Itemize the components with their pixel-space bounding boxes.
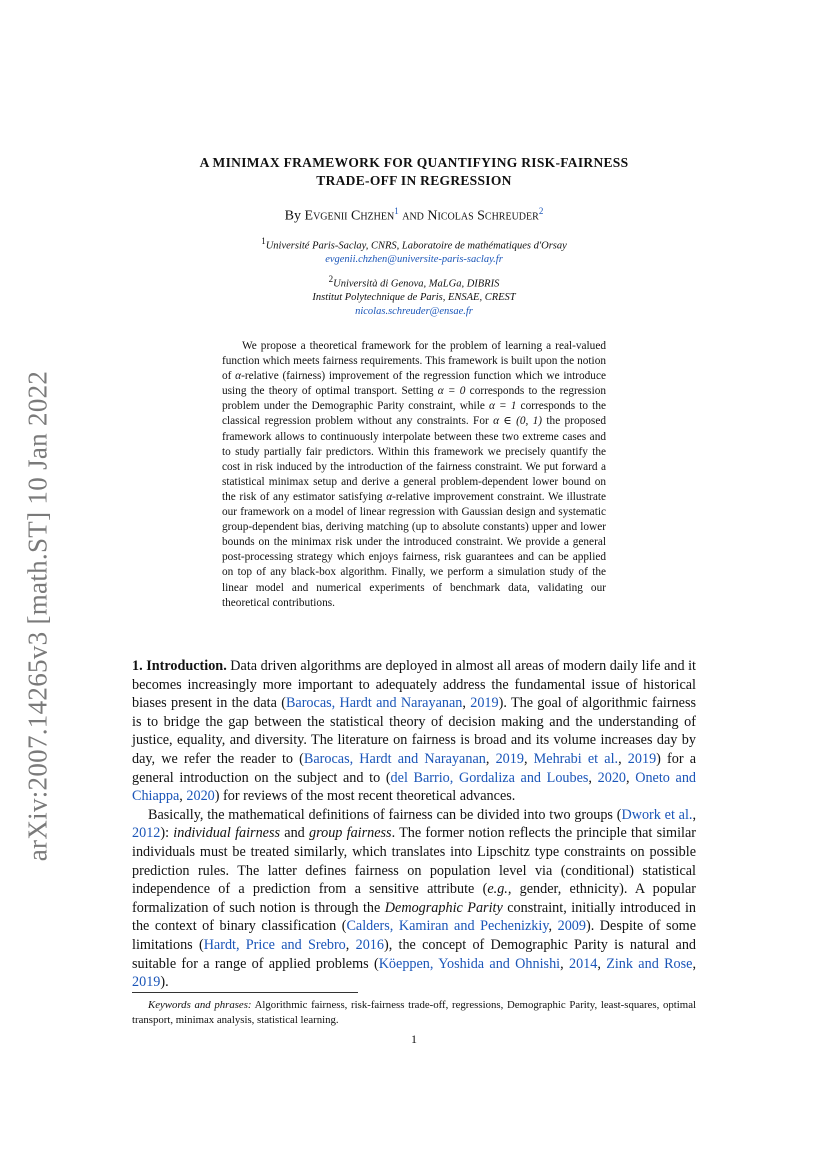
- by-word: By: [284, 208, 305, 224]
- author-1: Evgenii Chzhen: [304, 208, 395, 224]
- paper-title: [132, 154, 696, 190]
- affiliation-1-mark: 1: [261, 236, 266, 246]
- intro-text: Basically, the mathematical definitions of fairness can be divided into two groups (: [148, 806, 622, 823]
- citation-year-link[interactable]: 2019: [132, 974, 161, 991]
- citation-link[interactable]: Barocas, Hardt and Narayanan: [303, 750, 486, 767]
- affiliation-1-line: Université Paris-Saclay, CNRS, Laboratoire de mathématiques d'Orsay: [265, 240, 567, 252]
- citation-link[interactable]: Mehrabi et al.: [533, 750, 619, 767]
- abstract: [222, 339, 606, 611]
- citation-link[interactable]: Zink and Rose: [606, 955, 693, 972]
- affiliation-1-email[interactable]: evgenii.chzhen@universite-paris-saclay.fr: [325, 254, 503, 265]
- alpha-one: α = 1: [488, 400, 517, 413]
- keywords-text: Algorithmic fairness, risk-fairness trade-off, regressions, Demographic Parity, least-squares, optimal transport, minimax analysis, statistical learning.: [132, 999, 696, 1026]
- affiliation-1: [132, 235, 696, 267]
- citation-year-link[interactable]: 2012: [132, 825, 161, 842]
- author-line: [132, 206, 696, 225]
- term-individual-fairness: individual fairness: [173, 825, 281, 842]
- author-2-mark[interactable]: 2: [538, 206, 544, 216]
- and-word: and: [398, 208, 428, 224]
- intro-text: . The former notion reflects the principle that similar individuals must be treated similarly, which translates into Lipschitz type constraints on possible prediction rules. The latter defines fairness on population level via (conditional) statistical independence of a prediction from a sensitive attribute (: [132, 825, 696, 898]
- term-demographic-parity: Demographic Parity: [384, 899, 503, 916]
- arxiv-stamp-text: arXiv:2007.14265v3 [math.ST] 10 Jan 2022: [22, 370, 53, 862]
- citation-year-link[interactable]: 2009: [557, 918, 586, 935]
- intro-text: Data driven algorithms are deployed in almost all areas of modern daily life and it becomes increasingly more important to adequately address the fundamental issue of historical biases present in the data (: [132, 658, 696, 712]
- citation-year-link[interactable]: 2020: [186, 788, 215, 805]
- alpha-zero: α = 0: [437, 385, 466, 398]
- intro-text: constraint, initially introduced in the context of binary classification (: [132, 899, 697, 935]
- affiliation-2-line-2: Institut Polytechnique de Paris, ENSAE, CREST: [312, 292, 516, 303]
- intro-text: ):: [160, 825, 174, 842]
- intro-text: ).: [160, 974, 169, 991]
- author-1-mark[interactable]: 1: [394, 206, 399, 216]
- citation-year-link[interactable]: 2019: [627, 750, 657, 767]
- intro-text: gender, ethnicity). A popular formalization of such notion is through the: [132, 881, 696, 916]
- citation-link[interactable]: Dwork et al.: [621, 806, 693, 823]
- section-heading: 1. Introduction.: [132, 658, 227, 674]
- citation-link[interactable]: Calders, Kamiran and Pechenizkiy: [346, 918, 549, 935]
- abstract-text-5: the proposed framework allows to continuously interpolate between these two extreme cases and to study partially fair predictors. Within this framework we precisely quantify the cost in risk induced by the introduction of the fairness constraint. We put forward a statistical minimax setup and derive a general problem-dependent lower bound on the risk of any estimator satisfying: [222, 415, 606, 503]
- footnote-divider: [132, 992, 358, 993]
- citation-link[interactable]: Barocas, Hardt and Narayanan: [285, 695, 463, 712]
- title-line-1: A MINIMAX FRAMEWORK FOR QUANTIFYING RISK-FAIRNESS: [199, 155, 629, 170]
- affiliation-2-email[interactable]: nicolas.schreuder@ensae.fr: [355, 305, 473, 317]
- abstract-text-1: We propose a theoretical framework for the problem of learning a real-valued function which meets fairness requirements. This framework is built upon the notion of: [222, 340, 606, 383]
- intro-text: ). The goal of algorithmic fairness is to bridge the gap between the statistical theory of decision making and the understanding of justice, equality, and diversity. The literature on fairness is broad and its volume increases day by day, we refer the reader to (: [132, 695, 697, 767]
- abstract-text-4: corresponds to the classical regression problem without any constraints. For: [222, 400, 606, 428]
- keywords-footnote: [132, 998, 696, 1028]
- abstract-text-6: -relative improvement constraint. We illustrate our framework on a model of linear regression with Gaussian design and systematic group-dependent bias, deriving matching (up to absolute constants) upper and lower bounds on the minimax risk under the introduced constraint. We provide a general post-processing strategy which enjoys fairness, risk guarantees and can be applied on top of any black-box algorithm. Finally, we perform a simulation study of the linear model and numerical experiments of benchmark data, validating our theoretical contributions.: [222, 490, 606, 609]
- keywords-label: Keywords and phrases:: [148, 999, 252, 1011]
- intro-text: ) for reviews of the most recent theoretical advances.: [214, 788, 516, 805]
- intro-text: ) for a general introduction on the subject and to (: [132, 750, 697, 786]
- alpha-symbol: α: [235, 370, 242, 383]
- alpha-symbol: α: [386, 490, 393, 503]
- affiliation-2-mark: 2: [328, 274, 334, 284]
- citation-year-link[interactable]: 2020: [597, 769, 626, 786]
- intro-paragraph-2: Basically, the mathematical definitions of fairness can be divided into two groups (Dwork et al., 2012): individual fairness and group fairness. The former notion reflects the principle that similar individuals must be treated similarly, which translates into Lipschitz type constraints on possible prediction rules. The latter defines fairness on population level via (conditional) statistical independence of a prediction from a sensitive attribute (e.g., gender, ethnicity). A popular formalization of such notion is through the Demographic Parity constraint, initially introduced in the context of binary classification (Calders, Kamiran and Pechenizkiy, 2009). Despite of some limitations (Hardt, Price and Srebro, 2016), the concept of Demographic Parity is natural and suitable for a range of applied problems (Köeppen, Yoshida and Ohnishi, 2014, Zink and Rose, 2019).: [132, 806, 697, 991]
- arxiv-stamp: [18, 356, 58, 876]
- affiliation-2-line-1: Università di Genova, MaLGa, DIBRIS: [333, 278, 500, 290]
- intro-text: ), the concept of Demographic Parity is natural and suitable for a range of applied problems (: [132, 936, 697, 972]
- citation-link[interactable]: Oneto and Chiappa: [132, 769, 697, 805]
- intro-text: ). Despite of some limitations (: [132, 918, 696, 953]
- intro-paragraph-1: 1. Introduction. Data driven algorithms are deployed in almost all areas of modern daily life and it becomes increasingly more important to adequately address the fundamental issue of historical biases present in the data (Barocas, Hardt and Narayanan, 2019). The goal of algorithmic fairness is to bridge the gap between the statistical theory of decision making and the understanding of justice, equality, and diversity. The literature on fairness is broad and its volume increases day by day, we refer the reader to (Barocas, Hardt and Narayanan, 2019, Mehrabi et al., 2019) for a general introduction on the subject and to (del Barrio, Gordaliza and Loubes, 2020, Oneto and Chiappa, 2020) for reviews of the most recent theoretical advances.: [132, 658, 697, 805]
- citation-year-link[interactable]: 2014: [568, 955, 598, 972]
- eg-abbrev: e.g.,: [487, 881, 512, 898]
- affiliation-2: [132, 273, 696, 318]
- alpha-interval: α ∈ (0, 1): [493, 415, 543, 428]
- citation-year-link[interactable]: 2019: [495, 750, 524, 767]
- abstract-text-3: corresponds to the regression problem under the Demographic Parity constraint, while: [222, 385, 607, 413]
- author-2: Nicolas Schreuder: [427, 208, 539, 224]
- citation-link[interactable]: del Barrio, Gordaliza and Loubes: [390, 769, 589, 786]
- citation-year-link[interactable]: 2019: [470, 695, 499, 712]
- abstract-text-2: -relative (fairness) improvement of the regression function which we introduce using the theory of optimal transport. Setting: [222, 370, 606, 398]
- term-group-fairness: group fairness: [309, 825, 392, 842]
- page-number: 1: [411, 1032, 417, 1046]
- citation-link[interactable]: Köeppen, Yoshida and Ohnishi: [378, 955, 561, 972]
- citation-year-link[interactable]: 2016: [355, 936, 384, 953]
- title-line-2: TRADE-OFF IN REGRESSION: [316, 173, 512, 188]
- introduction-section: [132, 657, 696, 992]
- citation-link[interactable]: Hardt, Price and Srebro: [203, 936, 346, 953]
- intro-text: and: [280, 825, 310, 842]
